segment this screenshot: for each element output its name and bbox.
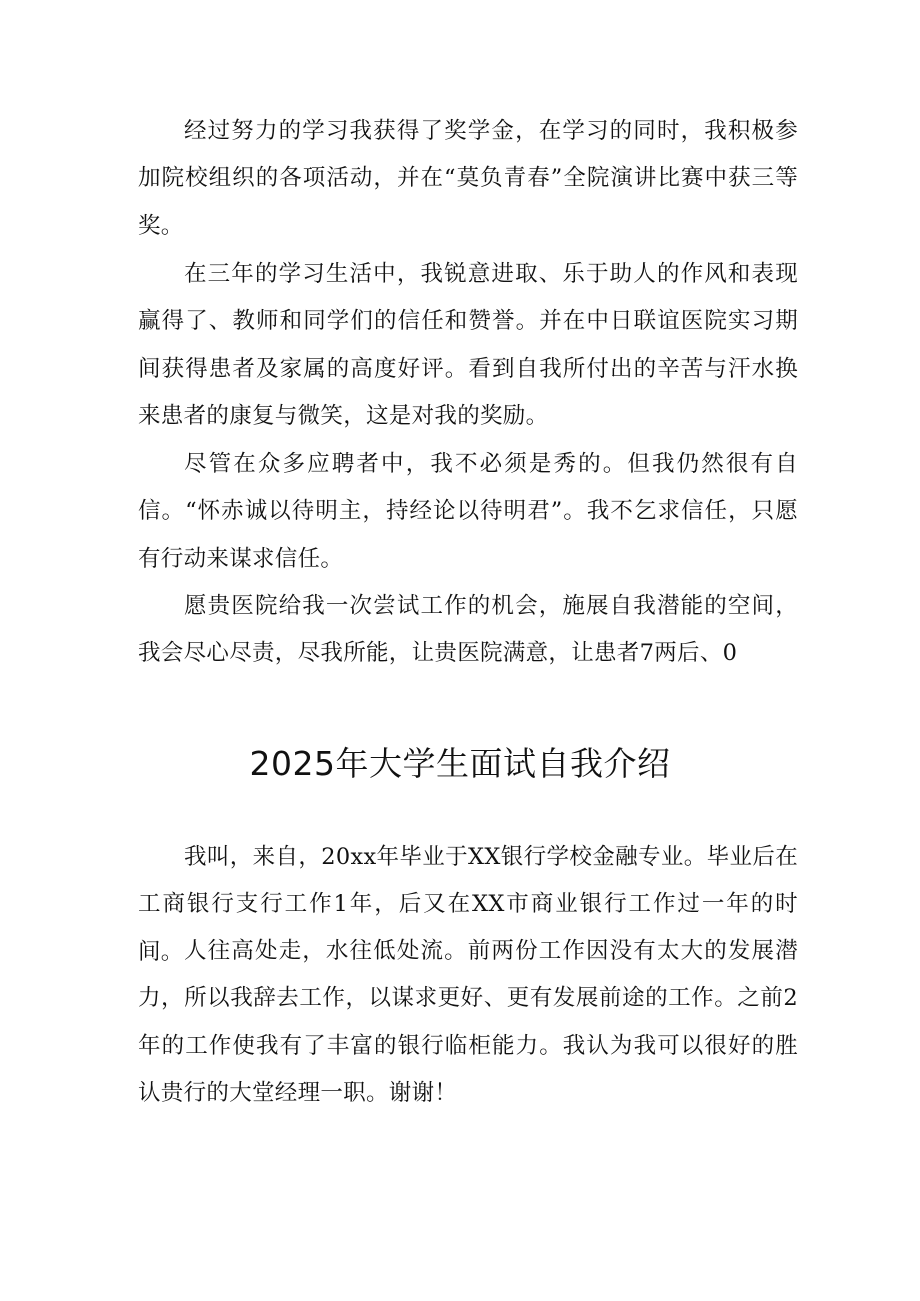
body-paragraph-scholarship: 经过努力的学习我获得了奖学金，在学习的同时，我积极参加院校组织的各项活动，并在“莫负青春”全院演讲比赛中获三等奖。 [138, 118, 798, 239]
body-paragraph-introduction: 我叫，来自，20xx年毕业于XX银行学校金融专业。毕业后在工商银行支行工作1年，后又在XX市商业银行工作过一年的时间。 [138, 844, 798, 965]
body-paragraph-confidence: 尽管在众多应聘者中，我不必须是秀的。但我仍然很有自信。“怀赤诚以待明主，持经论以待明君”。我不乞求信任，只愿有行动来谋求信任。 [138, 451, 798, 572]
body-paragraph-request: 愿贵医院给我一次尝试工作的机会，施展自我潜能的空间，我会尽心尽责，尽我所能，让贵医院满意，让患者7两后、0 [138, 593, 798, 667]
body-paragraph-career: 人往高处走，水往低处流。前两份工作因没有太大的发展潜力，所以我辞去工作，以谋求更好、更有发展前途的工作。之前2年的工作使我有了丰富的银行临柜能力。我认为我可以很好的胜认贵行的大堂经理一职。谢谢！ [138, 938, 798, 1106]
body-paragraph-study-life: 在三年的学习生活中，我锐意进取、乐于助人的作风和表现赢得了、教师和同学们的信任和赞誉。并在中日联谊医院实习期间获得患者及家属的高度好评。看到自我所付出的辛苦与汗水换来患者的康复与微笑，这是对我的奖励。 [138, 261, 798, 429]
section-title: 2025年大学生面试自我介绍 [249, 744, 671, 783]
